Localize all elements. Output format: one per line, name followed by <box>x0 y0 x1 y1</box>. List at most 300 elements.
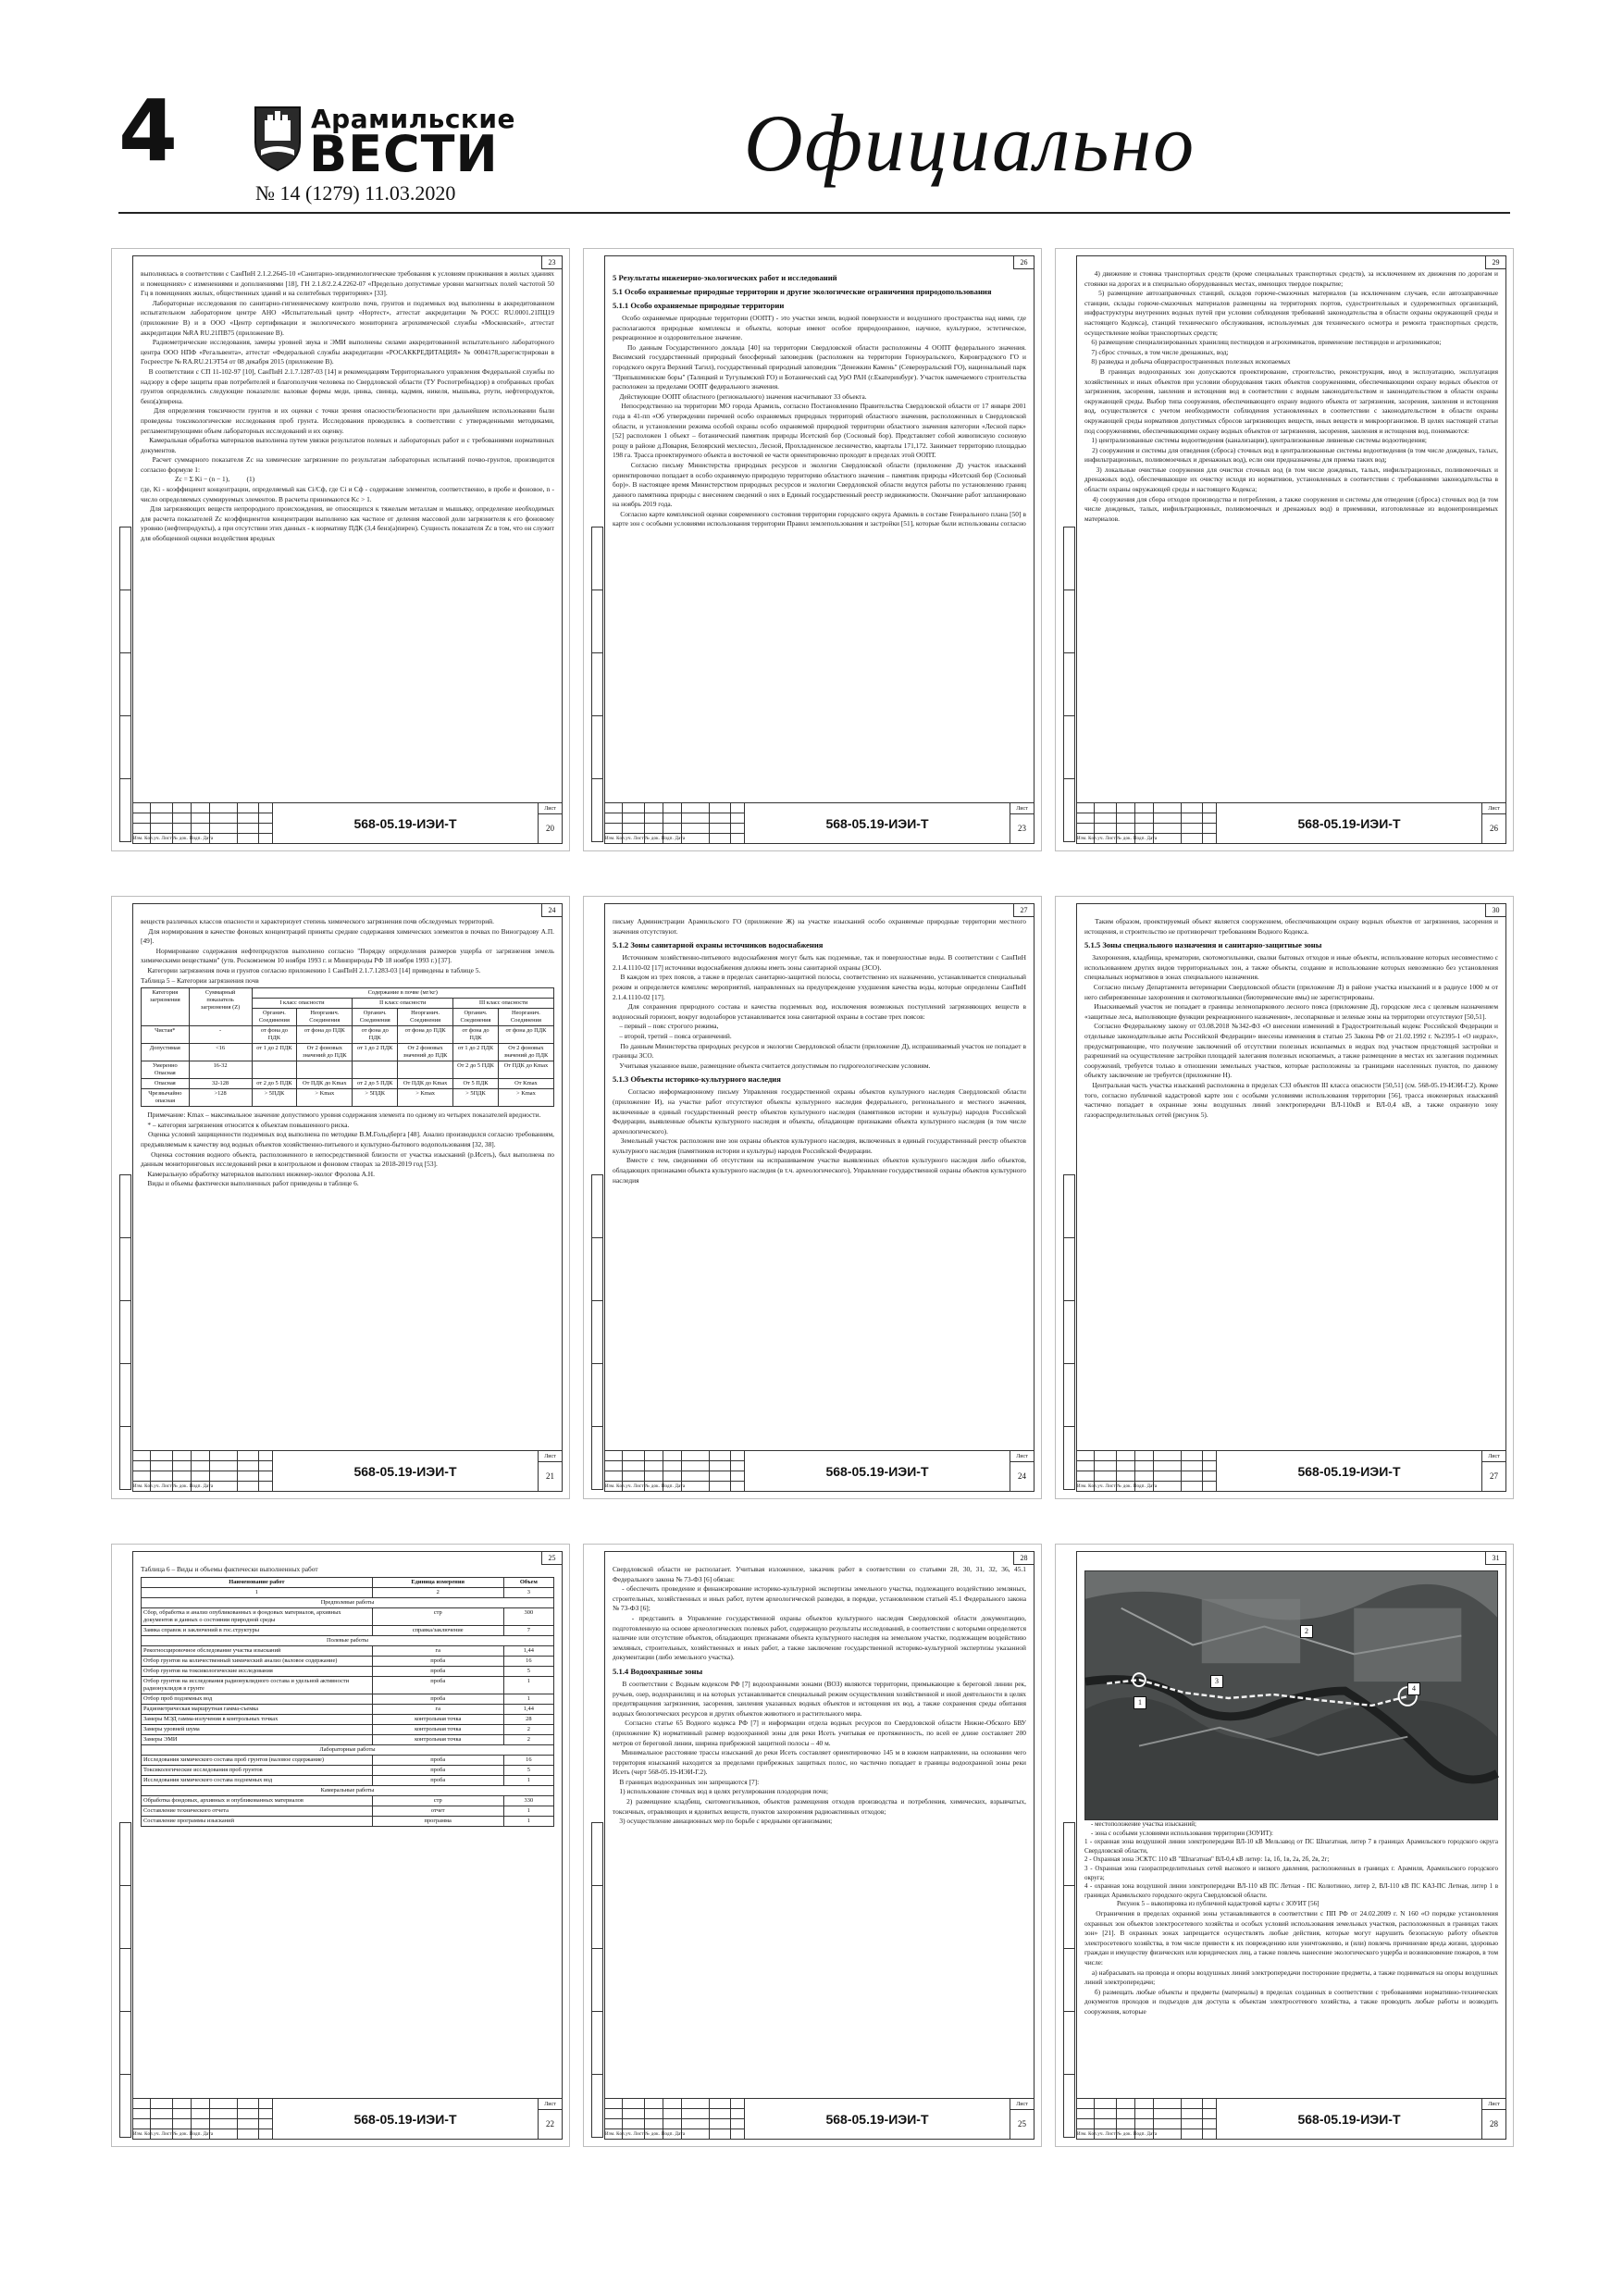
table-cell: Отбор грунтов на количественный химический анализ (валовое содержание) <box>142 1656 373 1666</box>
sheet-body <box>613 917 1026 1450</box>
table-cell: От 5 ПДК <box>453 1079 499 1089</box>
table-cell: От ПДК до Kmax <box>398 1079 453 1089</box>
paragraph: 1) использование сточных вод в целях регулирования плодородия почв; <box>613 1787 829 1796</box>
paragraph: Категории загрязнения почв и грунтов согласно приложению 1 СанПиН 2.1.7.1283-03 [14] приведены в таблице 5. <box>141 965 481 974</box>
table-cell: > 5ПДК <box>453 1089 499 1107</box>
table-cell: Замеры МЭД гамма-излучения в контрольных точках <box>142 1714 373 1724</box>
issue-number-date: № 14 (1279) 11.03.2020 <box>255 181 456 205</box>
sheet-top-page-number: 26 <box>1013 256 1034 269</box>
table-row <box>142 1044 554 1061</box>
title-block-columns <box>605 802 744 843</box>
section-heading: 5.1.5 Зоны специального назначения и санитарно-защитные зоны <box>1084 940 1322 950</box>
title-block <box>133 2098 562 2139</box>
section-heading: 5.1.3 Объекты историко-культурного наследия <box>613 1074 781 1085</box>
table-row <box>142 1079 554 1089</box>
table-row <box>142 1694 554 1704</box>
map-zone-marker: 3 <box>1210 1675 1223 1688</box>
title-block-labels: Изм. Кол.уч. Лист № док. Подп. Дата <box>133 2132 214 2137</box>
leaf-label: Лист <box>1482 1451 1505 1462</box>
table-cell: 1 <box>503 1775 553 1785</box>
table-cell: <16 <box>189 1044 252 1061</box>
table-row <box>142 1676 554 1694</box>
table-row <box>142 1806 554 1816</box>
section-title: Официально <box>744 99 1196 189</box>
table-cell: > Kmax <box>498 1089 553 1107</box>
paragraph: По данным Государственного доклада [40] на территории Свердловской области расположены 4 ООПТ федерального значения. Висимский государственный природный биосферный заповедник (расположен на территории Горноуральского, Кировградского ГО и городского округа Верхний Тагил), государственный природный заповедник "Денежкин Камень" (Североуральский ГО), национальный парк "Припышминские боры" (Талицкий и Тугулымский ГО) и Ботанический сад УрО РАН (г.Екатеринбург). Участок намечаемого строительства расположен за пределами ООПТ федерального значения. <box>613 342 1028 391</box>
paragraph: веществ различных классов опасности и характеризует степень химического загрязнения почв обследуемых территорий. <box>141 917 494 925</box>
table-index-cell: 1 <box>142 1587 373 1597</box>
table-cell: Заявка справок и заключений в гос.структуры <box>142 1625 373 1635</box>
leaf-number: 25 <box>1018 2119 1026 2128</box>
sheet-top-page-number: 31 <box>1485 1552 1505 1565</box>
leaf-number-box <box>1010 803 1034 844</box>
table-cell: контрольная точка <box>372 1734 503 1744</box>
document-sheet <box>1055 896 1514 1499</box>
paragraph: Согласно Федеральному закону от 03.08.2018 №342-ФЗ «О внесении изменений в Градостроительный кодекс Российской Федерации и отдельные законодательные акты Российской Федерации» внесены изменения в статью 25 Закона РФ от 21.02.1992 г. №2395-1 «О недрах», предусматривающие, что получение заключений об отсутствии полезных ископаемых в недрах под участком предстоящей застройки и разрешений на осуществление застройки площадей залегания полезных ископаемых, а также размещение в местах их залегания подземных сооружений, требуется только в отношении земельных участков, которые расположены за границами населенных пунктов, по данному объекту заключение не требуется (приложение Н). <box>1084 1022 1500 1080</box>
title-block-columns <box>1077 802 1216 843</box>
title-block-columns <box>1077 1450 1216 1491</box>
paragraph: Примечание: Kmax – максимальное значение допустимого уровня содержания элемента по одному из четырех показателей вредности. <box>141 1111 541 1120</box>
sheet-frame <box>1076 1551 1506 2140</box>
title-block-columns <box>133 802 272 843</box>
paragraph: письму Администрации Арамильского ГО (приложение Ж) на участке изысканий особо охраняемые природные территории местного значения отсутствуют. <box>613 917 1028 936</box>
leaf-label: Лист <box>1010 2099 1034 2110</box>
table-cell: стр <box>372 1607 503 1625</box>
map-zone-marker: 2 <box>1300 1625 1313 1638</box>
table-cell: 1 <box>503 1676 553 1694</box>
table-section-row <box>142 1635 554 1645</box>
leaf-number-box <box>1010 2099 1034 2140</box>
paragraph: 3) осуществление авиационных мер по борьбе с вредными организмами; <box>613 1817 833 1826</box>
section-heading: 5.1.2 Зоны санитарной охраны источников водоснабжения <box>613 940 824 950</box>
table-cell: проба <box>372 1656 503 1666</box>
table-cell: 1 <box>503 1806 553 1816</box>
paragraph: – первый – пояс строгого режима, <box>613 1022 719 1031</box>
table-cell: проба <box>372 1765 503 1775</box>
title-block-columns <box>1077 2098 1216 2139</box>
sheet-top-page-number: 30 <box>1485 904 1505 917</box>
table-cell: проба <box>372 1775 503 1785</box>
table-cell: 16 <box>503 1656 553 1666</box>
table-cell <box>398 1061 453 1079</box>
table-index-cell: 2 <box>372 1587 503 1597</box>
table-cell: 1,44 <box>503 1704 553 1714</box>
paragraph: Непосредственно на территории МО города Арамиль, согласно Постановлению Правительства Свердловской области от 17 января 2001 года в 41-пп «Об утверждении перечней особо охраняемых природных территорий областного значения, расположенных в Свердловской области, и установлении режима особой охраны особо охраняемой природной территории областного значения категории «Лесной парк» [52] расположен 1 объект – ботанический памятник природы Исетский бор (Сосновый бор). Представляет собой живописную сосновую рощу в районе д.Поварня, Белоярский мехлесхоз, Лесной, Прохладненское лесничество, кварталы 171,172. Занимает территорию площадью 198 га. Трасса проектируемого объекта в восточной ее части ориентировочно проходит в пределах этой ООПТ. <box>613 402 1028 460</box>
table-cell: От 2 фоновых значений до ПДК <box>398 1044 453 1061</box>
table-row <box>142 1775 554 1785</box>
table-cell: контрольная точка <box>372 1724 503 1734</box>
table-cell: справка/заключение <box>372 1625 503 1635</box>
title-block-columns <box>133 2098 272 2139</box>
paragraph: Оценка условий защищенности подземных вод выполнена по методике В.М.Гольдберга [48]. Анализ производился согласно требованиям, предъявляемым к качеству вод водных объектов хозяйственно-питьевого и культурно-бытового водопользования [32, 38]. <box>141 1130 556 1148</box>
title-block-columns <box>133 1450 272 1491</box>
table-row <box>142 1816 554 1826</box>
paragraph: Действующие ООПТ областного (регионального) значения насчитывают 33 объекта. <box>613 391 867 401</box>
table-cell: от фона до ПДК <box>498 1026 553 1044</box>
table-row <box>142 1755 554 1765</box>
map-legend <box>1084 1820 1498 1909</box>
sheet-body <box>141 269 554 802</box>
paragraph: В соответствии с СП 11-102-97 [10], СанПиН 2.1.7.1287-03 [14] и рекомендациям Территориального управления Федеральной службы по надзору в сфере защиты прав потребителей и благополучия человека по Свердловской области (ТУ Роспотребнадзор) в отобранных пробах грунтов определялись следующие показатели: валовые формы меди, цинка, свинца, кадмия, никеля, мышьяка, ртути, нефтепродуктов, бенз(а)пирена. <box>141 366 556 405</box>
paragraph: – второй, третий – пояса ограничений. <box>613 1031 732 1040</box>
table-section-title: Полевые работы <box>142 1635 554 1645</box>
table-cell: От Kmax <box>498 1079 553 1089</box>
leaf-number-box <box>1481 803 1505 844</box>
leaf-number-box <box>1481 2099 1505 2140</box>
title-block <box>133 1450 562 1491</box>
city-crest-icon <box>252 102 304 172</box>
title-block <box>605 1450 1034 1491</box>
table-cell: 330 <box>503 1795 553 1806</box>
table-cell: Умеренно Опасная <box>142 1061 190 1079</box>
table-cell: Опасная <box>142 1079 190 1089</box>
document-sheet <box>1055 1544 1514 2147</box>
paragraph: Согласно статье 65 Водного кодекса РФ [7] и информации отдела водных ресурсов по Свердловской области Нижне-Обского БВУ (приложение К) нормативный размер водоохранной зоны для реки Исеть учитывая ее протяженность, по всей ее длине составляет 200 метров от береговой линии, ширина прибрежной защитной полосы – 40 м. <box>613 1719 1028 1747</box>
table-header-cell: Суммарный показатель загрязнения (Z) <box>189 988 252 1026</box>
title-block-columns <box>605 2098 744 2139</box>
map-feature <box>1354 1608 1461 1682</box>
leaf-number-box <box>1010 1451 1034 1492</box>
sheet-margin-stamp <box>1063 1174 1075 1489</box>
section-heading: 5.1.4 Водоохранные зоны <box>613 1666 703 1676</box>
table-cell: 5 <box>503 1765 553 1775</box>
table-row <box>142 1061 554 1079</box>
paragraph: Ограничения в пределах охранной зоны устанавливаются в соответствии с ПП РФ от 24.02.2009 г. N 160 «О порядке установления охранных зон объектов электросетевого хозяйства и особых условий использования земельных участков, расположенных в границах таких зон» [21]. В охранных зонах запрещается осуществлять любые действия, которые могут нарушить безопасную работу объектов электросетевого хозяйства, в том числе привести к их повреждению или уничтожению, и (или) повлечь причинение вреда жизни, здоровью граждан и имуществу физических или юридических лиц, а также повлечь нанесение экологического ущерба и возникновение пожаров, в том числе: <box>1084 1908 1500 1967</box>
table-cell: Замеры уровней шума <box>142 1724 373 1734</box>
table-cell: от 2 до 5 ПДК <box>252 1079 297 1089</box>
title-block-labels: Изм. Кол.уч. Лист № док. Подп. Дата <box>605 1484 686 1489</box>
table-cell: 7 <box>503 1625 553 1635</box>
table-cell: От ПДК до Kmax <box>297 1079 353 1089</box>
sheet-frame <box>604 903 1035 1492</box>
paragraph: 7) сброс сточных, в том числе дренажных, вод; <box>1084 347 1229 356</box>
table-cell: от фона до ПДК <box>353 1026 398 1044</box>
document-code: 568-05.19-ИЭИ-Т <box>744 2099 1010 2139</box>
table-cell <box>297 1061 353 1079</box>
title-block-labels: Изм. Кол.уч. Лист № док. Подп. Дата <box>1077 2132 1158 2137</box>
table-row <box>142 1795 554 1806</box>
paragraph: Источником хозяйственно-питьевого водоснабжения могут быть как подземные, так и поверхностные воды. В соответствии с СанПиН 2.1.4.1110-02 [17] источники водоснабжения должны иметь зоны санитарной охраны (ЗСО). <box>613 953 1028 972</box>
leaf-number: 28 <box>1490 2119 1498 2128</box>
document-sheet <box>111 896 570 1499</box>
sheet-frame <box>132 255 563 844</box>
table-row <box>142 1656 554 1666</box>
table-section-title: Предполевые работы <box>142 1597 554 1607</box>
table-cell: 32-128 <box>189 1079 252 1089</box>
paragraph: Для определения токсичности грунтов и их оценки с точки зрения опасности/безопасности при дальнейшем использовании были проведены токсикологические исследования проб грунта. Исследования проводились в соответствии с утвержденными методиками, регламентирующими объем лабораторных исследований и их оценку. <box>141 406 556 435</box>
table-cell: стр <box>372 1795 503 1806</box>
paragraph: По данным Министерства природных ресурсов и экологии Свердловской области (приложение Д), испрашиваемый участок не попадает в границы ЗСО. <box>613 1041 1028 1061</box>
table-cell: Замеры ЭМИ <box>142 1734 373 1744</box>
table-cell: От 2 фоновых значений до ПДК <box>498 1044 553 1061</box>
sheet-body <box>613 269 1026 802</box>
document-sheet <box>111 1544 570 2147</box>
table-cell: Исследования химического состава подземных вод <box>142 1775 373 1785</box>
paragraph: б) размещать любые объекты и предметы (материалы) в пределах созданных в соответствии с требованиями нормативно-технических документов проходов и подъездов для доступа к объектам электросетевого хозяйства, а также проводить любые работы и возводить сооружения, которые <box>1084 1987 1500 2016</box>
table-cell: Чистая* <box>142 1026 190 1044</box>
table-cell: 1,44 <box>503 1645 553 1656</box>
sheet-margin-stamp <box>1063 1822 1075 2137</box>
paragraph: Минимальное расстояние трассы изысканий до реки Исеть составляет ориентировочно 145 м в южном направлении, на основании чего территория изысканий находится за пределами прибрежных защитных полос, но частично попадает в границы водоохранной зоны реки Исеть (черт 568-05.19-ИЭИ-Г.2). <box>613 1748 1028 1777</box>
table-row <box>142 1089 554 1107</box>
sheet-top-page-number: 28 <box>1013 1552 1034 1565</box>
table-cell: > 5ПДК <box>252 1089 297 1107</box>
newspaper-brand-name: ВЕСТИ <box>309 125 499 183</box>
title-block-columns <box>605 1450 744 1491</box>
paragraph: 3) локальные очистные сооружения для очистки сточных вод (в том числе дождевых, талых, инфильтрационных, поливомоечных и дренажных вод), обеспечивающие их очистку исходя из нормативов, установленных в соответствии с требованиями законодательства в области охраны окружающей среды и настоящего Кодекса; <box>1084 465 1500 494</box>
leaf-number: 23 <box>1018 824 1026 833</box>
title-block <box>605 2098 1034 2139</box>
title-block <box>1077 1450 1505 1491</box>
table-header-cell: Неорганич. Соединения <box>398 1009 453 1026</box>
paragraph: Согласно письму Министерства природных ресурсов и экологии Свердловской области (приложение Д) участок изысканий ориентировочно попадает в особо охраняемую природную территорию областного значения – памятник природы «Исетский бор (Сосновый бор)». В настоящее время Министерством природных ресурсов и экологии Свердловской области ведутся работы по установлению границ данного памятника природы с внесением сведений о них в Единый государственный реестр недвижимости. Окончание работ запланировано на ноябрь 2019 года. <box>613 460 1028 509</box>
map-terrain-graphic <box>1085 1571 1497 1819</box>
table-header-cell: Объем <box>503 1577 553 1587</box>
table-cell: Обработка фондовых, архивных и опубликованных материалов <box>142 1795 373 1806</box>
table-header-cell: III класс опасности <box>453 999 554 1009</box>
sheet-frame <box>132 903 563 1492</box>
table-header-cell: Органич. Соединения <box>252 1009 297 1026</box>
document-code: 568-05.19-ИЭИ-Т <box>1216 2099 1481 2139</box>
legend-text: - местоположение участка изысканий; - зона с особыми условиями использования территории (ЗОУИТ): 1 - охранная зона воздушной линии электропередачи ВЛ-10 кВ Мельзавод от ПС Шпагатная, литер 7 в границах Арамильского городского округа Свердловской области, 2 - Охранная зона ЭСКТС 110 кВ "Шпагатная" ВЛ-0,4 кВ литер: 1а, 1б, 1в, 2а, 2б, 2в, 2г; 3 - Охранная зона газораспределительных сетей высокого и низкого давления, расположенных в границах г. Арамиля, Арамильского городского округа; 4 - охранная зона воздушной линии электропередачи ВЛ-110 кВ ПС Летная - ПС Колютинно, литер 2, ВЛ-110 кВ ПС КАЗ-ПС Летная, литер 1 в границах Арамильского городского округа Свердловской области. Рисунок 5 – выкопировка из публичной кадастровой карты с ЗОУИТ [56] <box>1084 1820 1498 1908</box>
leaf-number: 22 <box>546 2119 554 2128</box>
paragraph: Особо охраняемые природные территории (ООПТ) - это участки земли, водной поверхности и воздушного пространства над ними, где располагаются природные комплексы и объекты, которые имеют особое природоохранное, научное, культурное, эстетическое, рекреационное и оздоровительное значение. <box>613 314 1028 342</box>
table-row <box>142 1765 554 1775</box>
table-cell: Рекогносцировочное обследование участка изысканий <box>142 1645 373 1656</box>
paragraph: В границах водоохранных зон запрещаются [7]: <box>613 1777 760 1786</box>
map-feature <box>1202 1599 1300 1663</box>
table-cell: >128 <box>189 1089 252 1107</box>
sheet-body <box>141 1565 554 2098</box>
sheet-body <box>1084 917 1498 1450</box>
leaf-number-box <box>538 803 562 844</box>
table-header-cell: Единица измерения <box>372 1577 503 1587</box>
document-sheet <box>583 896 1042 1499</box>
paragraph: 2) размещение кладбищ, скотомогильников, объектов размещения отходов производства и потребления, химических, взрывчатых, токсичных, отравляющих и ядовитых веществ, пунктов захоронения радиоактивных отходов; <box>613 1797 1028 1816</box>
table-index-cell: 3 <box>503 1587 553 1597</box>
sheet-top-page-number: 25 <box>541 1552 562 1565</box>
table-cell: от 1 до 2 ПДК <box>353 1044 398 1061</box>
paragraph: Камеральная обработка материалов выполнена путем увязки результатов полевых и лабораторных работ и с требованиями нормативных документов. <box>141 436 556 454</box>
paragraph: В каждом из трех поясов, а также в пределах санитарно-защитной полосы, соответственно их назначению, устанавливается специальный режим и определяется комплекс мероприятий, направленных на предупреждение ухудшения качества воды, которые определены СанПиН 2.1.4.1110-02 [17]. <box>613 973 1028 1001</box>
document-code: 568-05.19-ИЭИ-Т <box>272 2099 538 2139</box>
table-header-cell: II класс опасности <box>353 999 453 1009</box>
paragraph: Свердловской области не располагает. Учитывая изложенное, заказчик работ в соответствии со статьями 28, 30, 31, 32, 36, 45.1 Федерального закона № 73-ФЗ [6] обязан: <box>613 1565 1028 1583</box>
table-cell: га <box>372 1645 503 1656</box>
table-cell: От 2 до 5 ПДК <box>453 1061 499 1079</box>
table-section-row <box>142 1785 554 1795</box>
table-header-cell: Неорганич. Соединения <box>297 1009 353 1026</box>
paragraph: Нормирование содержания нефтепродуктов выполнено согласно "Порядку определения размеров ущерба от загрязнения земель химическими веществами" (утв. Роскомземом 10 ноября 1993 г. и Минприроды РФ 18 ноября 1993 г.) [37]. <box>141 946 556 965</box>
table-cell: 1 <box>503 1816 553 1826</box>
table-cell: от фона до ПДК <box>398 1026 453 1044</box>
sheet-frame <box>604 1551 1035 2140</box>
sheet-body <box>1084 269 1498 802</box>
leaf-number-box <box>1481 1451 1505 1492</box>
document-sheet <box>583 1544 1042 2147</box>
paragraph: Оценка состояния водного объекта, расположенного в непосредственной близости от участка изысканий (р.Исеть), был выполнена по данным мониторинговых исследований реки в контрольном и фоновом створах за 2018-2019 год [53]. <box>141 1149 556 1169</box>
title-block-labels: Изм. Кол.уч. Лист № док. Подп. Дата <box>1077 1484 1158 1489</box>
table-section-row <box>142 1744 554 1755</box>
sheet-frame <box>604 255 1035 844</box>
table-cell: 16-32 <box>189 1061 252 1079</box>
table-cell: от фона до ПДК <box>453 1026 499 1044</box>
table-cell: от 2 до 5 ПДК <box>353 1079 398 1089</box>
document-sheet <box>1055 248 1514 851</box>
sheet-top-page-number: 23 <box>541 256 562 269</box>
table-cell: Отбор проб подземных вод <box>142 1694 373 1704</box>
table-header-cell: Наименование работ <box>142 1577 373 1587</box>
leaf-number: 21 <box>546 1471 554 1481</box>
table-row <box>142 1724 554 1734</box>
leaf-number-box <box>538 1451 562 1492</box>
paragraph: Камеральную обработку материалов выполнил инженер-эколог Фролова А.Н. <box>141 1169 375 1178</box>
table-cell: отчет <box>372 1806 503 1816</box>
table-header-cell: Содержание в почве (мг/кг) <box>252 988 553 999</box>
table-header-cell: Органич. Соединения <box>353 1009 398 1026</box>
table-cell: Допустимая <box>142 1044 190 1061</box>
table-cell: программа <box>372 1816 503 1826</box>
table-cell: Радиометрическая маршрутная гамма-съемка <box>142 1704 373 1714</box>
title-block-labels: Изм. Кол.уч. Лист № док. Подп. Дата <box>1077 837 1158 841</box>
table-cell: от 1 до 2 ПДК <box>252 1044 297 1061</box>
sheet-top-page-number: 24 <box>541 904 562 917</box>
paragraph: - обеспечить проведение и финансирование историко-культурной экспертизы земельного участка, подлежащего воздействию земляных, строительных, хозяйственных и иных работ, путем археологической разведки, в порядке, установленном статьей 45.1 Федерального закона № 73-ФЗ [6]; <box>613 1584 1028 1613</box>
table-cell: от 1 до 2 ПДК <box>453 1044 499 1061</box>
sheet-top-page-number: 27 <box>1013 904 1034 917</box>
cadastral-map-image <box>1084 1570 1498 1820</box>
paragraph: выполнялась в соответствии с СанПиН 2.1.2.2645-10 «Санитарно-эпидемиологические требования к условиям проживания в жилых зданиях и помещениях» с изменениями и дополнениями [18], ГН 2.1.8/2.2.4.2262-07 «Предельно допустимые уровни магнитных полей частотой 50 Гц в помещениях жилых, общественных зданий и на селитебных территориях» [33]. <box>141 269 556 298</box>
table-cell: от фона до ПДК <box>252 1026 297 1044</box>
sheet-margin-stamp <box>119 1174 131 1489</box>
paragraph: Учитывая указанное выше, размещение объекта считается допустимым по гидрогеологическим условиям. <box>613 1061 931 1070</box>
title-block-labels: Изм. Кол.уч. Лист № док. Подп. Дата <box>133 1484 214 1489</box>
title-block <box>133 802 562 843</box>
paragraph: Для сохранения природного состава и качества подземных вод, исключения возможных поступлений загрязняющих веществ в водоносный горизонт, вокруг водозаборов устанавливается зона санитарной охраны в составе трех поясов: <box>613 1002 1028 1021</box>
leaf-label: Лист <box>1482 2099 1505 2110</box>
table-cell: га <box>372 1704 503 1714</box>
table-cell: проба <box>372 1694 503 1704</box>
paragraph: 4) движение и стоянка транспортных средств (кроме специальных транспортных средств), за исключением их движения по дорогам и стоянки на дорогах и в специально оборудованных местах, имеющих твердое покрытие; <box>1084 269 1500 288</box>
document-code: 568-05.19-ИЭИ-Т <box>272 1451 538 1491</box>
leaf-number: 24 <box>1018 1471 1026 1481</box>
document-code: 568-05.19-ИЭИ-Т <box>744 803 1010 843</box>
table-row <box>142 1704 554 1714</box>
table-cell: Составление технического отчета <box>142 1806 373 1816</box>
sheet-frame <box>1076 903 1506 1492</box>
table-header-cell: I класс опасности <box>252 999 353 1009</box>
sheet-top-page-number: 29 <box>1485 256 1505 269</box>
document-code: 568-05.19-ИЭИ-Т <box>1216 803 1481 843</box>
table-row <box>142 1734 554 1744</box>
table-cell: проба <box>372 1676 503 1694</box>
leaf-label: Лист <box>539 2099 562 2110</box>
table-soil-contamination-categories <box>141 987 554 1107</box>
title-block-labels: Изм. Кол.уч. Лист № док. Подп. Дата <box>133 837 214 841</box>
leaf-number-box <box>538 2099 562 2140</box>
paragraph: Zc = Σ Ki − (n − 1), (1) <box>141 475 255 484</box>
table-cell: Чрезвычайно опасная <box>142 1089 190 1107</box>
table-cell: 1 <box>503 1694 553 1704</box>
leaf-number: 26 <box>1490 824 1498 833</box>
paragraph: Согласно письму Департамента ветеринарии Свердловской области (приложение Л) в районе участка изысканий и в радиусе 1000 м от него сибиреязвенные захоронения и скотомогильники (биотермические ямы) не зарегистрированы. <box>1084 982 1500 1001</box>
leaf-label: Лист <box>1010 803 1034 814</box>
document-sheet <box>111 248 570 851</box>
sheet-margin-stamp <box>591 1822 603 2137</box>
sheet-body <box>1084 1565 1498 2098</box>
table-section-title: Камеральные работы <box>142 1785 554 1795</box>
map-zone-marker: 1 <box>1134 1696 1146 1709</box>
table-cell: Исследования химического состава проб грунтов (валовое содержание) <box>142 1755 373 1765</box>
table-cell: 5 <box>503 1666 553 1676</box>
paragraph: 5) размещение автозаправочных станций, складов горюче-смазочных материалов (за исключением случаев, если автозаправочные станции, склады горюче-смазочных материалов размещены на территориях портов, судостроительных и судоремонтных организаций, инфраструктуры внутренних водных путей при условии соблюдения требований законодательства в области охраны окружающей среды и настоящего Кодекса), станций технического обслуживания, используемых для технического осмотра и ремонта транспортных средств, осуществление мойки транспортных средств; <box>1084 289 1500 337</box>
leaf-number: 20 <box>546 824 554 833</box>
table-header-cell: Категория загрязнения <box>142 988 190 1026</box>
table-cell: Составление программы изысканий <box>142 1816 373 1826</box>
sheet-margin-stamp <box>1063 527 1075 841</box>
section-heading: 5.1 Особо охраняемые природные территории и другие экологические ограничения природопользования <box>613 287 992 296</box>
table-cell: Отбор грунтов на токсикологические исследования <box>142 1666 373 1676</box>
table-row <box>142 1625 554 1635</box>
leaf-label: Лист <box>539 1451 562 1462</box>
section-heading: 5.1.1 Особо охраняемые природные территории <box>613 301 785 310</box>
paragraph: Для загрязняющих веществ непрородного происхождения, не относящихся к тяжелым металлам и мышьяку, определение необходимых для расчета показателей Zc коэффициентов концентрации выполнено как частное от деления массовой доли загрязнителя к его фоновому уровню (нефтепродукты), а при отсутствии этих данных - к нормативу ПДК (3,4 бенз(а)пирен). Сущность показателя Zc в том, что он служит для обобщенной оценки воздействия вредных <box>141 504 556 543</box>
sheet-margin-stamp <box>591 1174 603 1489</box>
paragraph: 8) разведка и добыча общераспространенных полезных ископаемых <box>1084 357 1291 366</box>
table-section-title: Лабораторные работы <box>142 1744 554 1755</box>
table-cell: 2 <box>503 1734 553 1744</box>
section-heading: 5 Результаты инженерно-экологических работ и исследований <box>613 273 837 282</box>
paragraph: Таблица 6 – Виды и объемы фактически выполненных работ <box>141 1565 318 1573</box>
sheet-frame <box>1076 255 1506 844</box>
table-cell: 16 <box>503 1755 553 1765</box>
table-cell <box>353 1061 398 1079</box>
map-zone-marker: 4 <box>1407 1682 1420 1695</box>
title-block <box>1077 2098 1505 2139</box>
table-cell: проба <box>372 1755 503 1765</box>
paragraph: 2) сооружения и системы для отведения (сброса) сточных вод в централизованные системы водоотведения (в том числе дождевых, талых, инфильтрационных, поливомоечных и дренажных вод), если они предназначены для приема таких вод; <box>1084 445 1500 465</box>
paragraph: Изыскиваемый участок не попадает в границы зеленопаркового лесного пояса (приложение Д), городские леса с целевым назначением «защитные леса, выполняющие функции рекреационного назначения», лесопарковые и зеленые зоны на территории отсутствуют [50,51]. <box>1084 1002 1500 1021</box>
paragraph: Виды и объемы фактически выполненных работ приведены в таблице 6. <box>141 1179 359 1188</box>
document-code: 568-05.19-ИЭИ-Т <box>1216 1451 1481 1491</box>
table-row <box>142 1714 554 1724</box>
paragraph: Таблица 5 – Категории загрязнения почв <box>141 975 259 985</box>
table-cell: > Kmax <box>297 1089 353 1107</box>
table-header-cell: Неорганич. Соединения <box>498 1009 553 1026</box>
table-cell: > Kmax <box>398 1089 453 1107</box>
masthead-rule <box>118 212 1510 214</box>
paragraph: Радиометрические исследования, замеры уровней звука и ЭМИ выполнены силами аккредитованной испытательного лабораторного центра ООО НПФ «Регальвента», аттестат «Федеральной службы аккредитации «РОСАККРЕДИТАЦИЯ» № 0004178,зарегистрирован в Госреестре № RA.RU.21ЭТ54 от 08 декабря 2015 (приложение В). <box>141 338 556 366</box>
table-cell: От ПДК до Kmax <box>498 1061 553 1079</box>
paragraph: Расчет суммарного показателя Zc на химические загрязнение по результатам лабораторных испытаний почво-грунтов, производится согласно формуле 1: <box>141 455 556 474</box>
sheet-frame <box>132 1551 563 2140</box>
table-cell: Токсикологические исследования проб грунтов <box>142 1765 373 1775</box>
table-cell: Сбор, обработка и анализ опубликованных и фондовых материалов, архивных документов и данных о состоянии природной среды <box>142 1607 373 1625</box>
table-cell: От 2 фоновых значений до ПДК <box>297 1044 353 1061</box>
leaf-number: 27 <box>1490 1471 1498 1481</box>
paragraph: Согласно карте комплексной оценки современного состояния территории городского округа Арамиль в составе Генерального плана [50] в карте зон с особыми условиями использования территории Правил землепользования и застройки [51], которые были использованы согласно <box>613 509 1028 528</box>
paragraph: Вместе с тем, сведениями об отсутствии на испрашиваемом участке выявленных объектов культурного наследия либо объектов, обладающих признаками объекта культурного наследия (в т.ч. археологического), Управление государственной охраны объектов культурного наследия <box>613 1156 1028 1185</box>
table-row <box>142 1645 554 1656</box>
paragraph: Для нормирования в качестве фоновых концентраций приняты средние содержания химических элементов в почвах по Виноградову А.П. [49]. <box>141 926 556 946</box>
table-cell: > 5ПДК <box>353 1089 398 1107</box>
table-row <box>142 1666 554 1676</box>
paragraph: где, Ki - коэффициент концентрации, определяемый как Ci/Cф, где Ci и Cф - содержание элементов, соответственно, в пробе и фоновое, n - число определяемых суммируемых элементов. В расчеты принимаются Kc > 1. <box>141 485 556 503</box>
sheet-body <box>613 1565 1026 2098</box>
title-block-labels: Изм. Кол.уч. Лист № док. Подп. Дата <box>605 837 686 841</box>
table-header-cell: Органич. Соединения <box>453 1009 499 1026</box>
table-cell: 2 <box>503 1724 553 1734</box>
